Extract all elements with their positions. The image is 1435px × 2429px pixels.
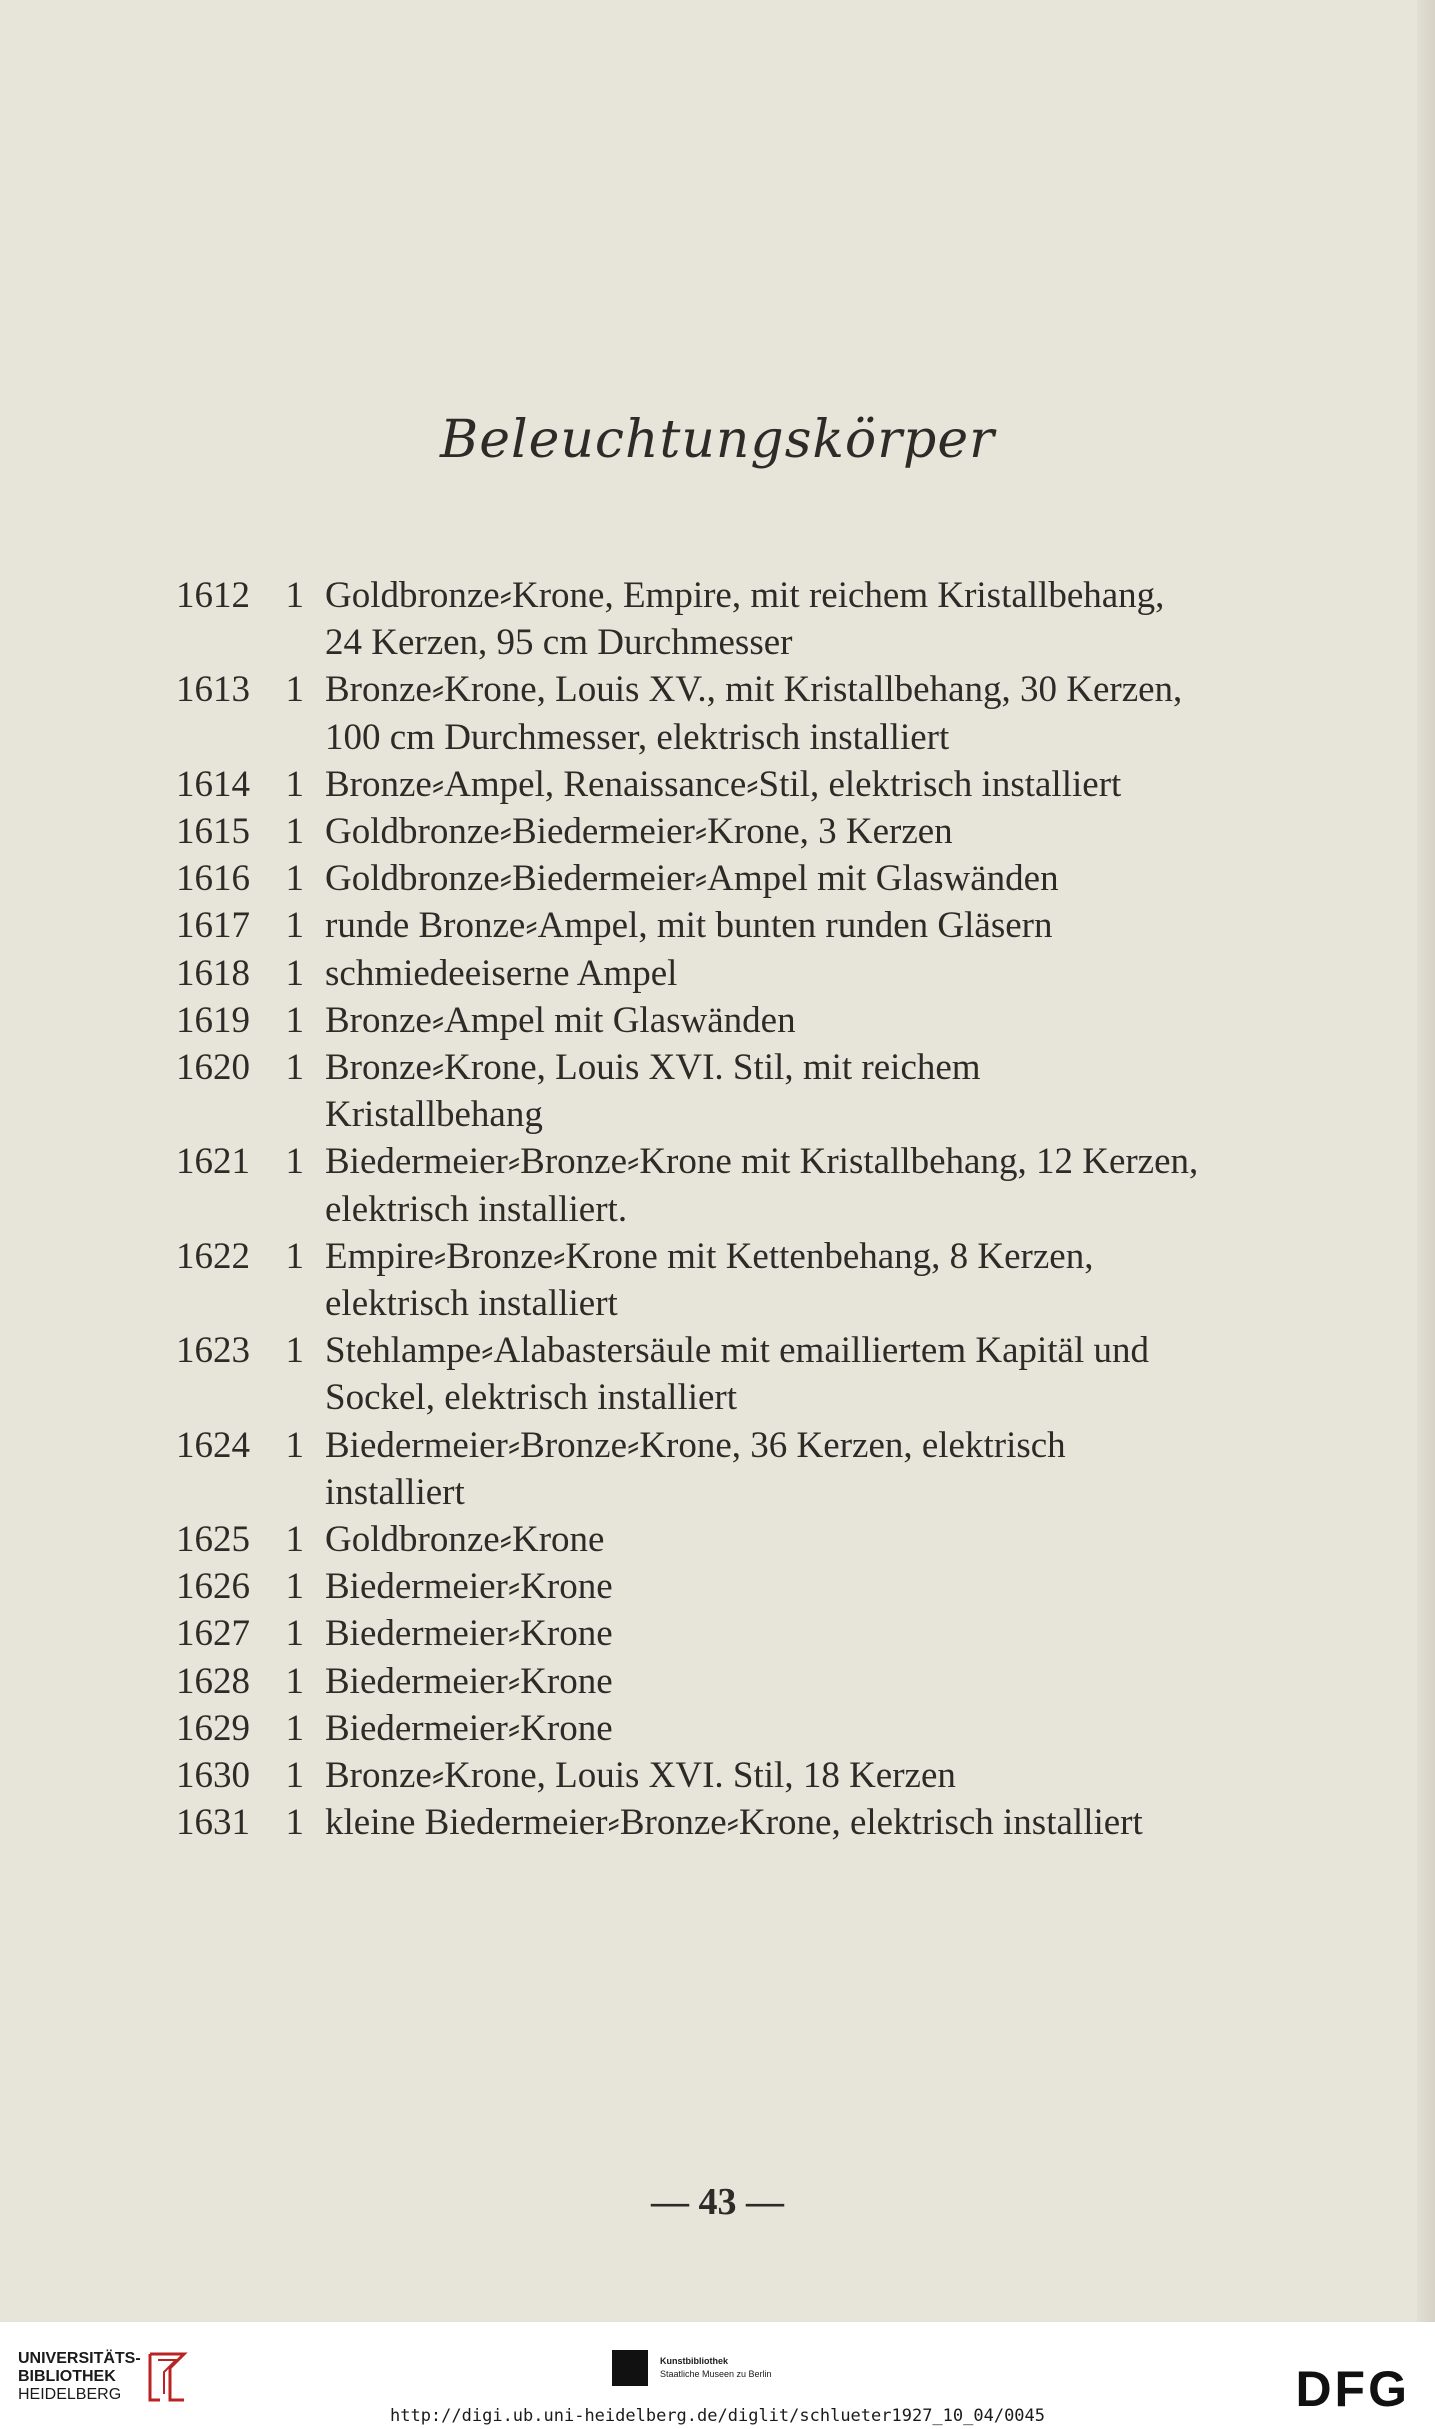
description-line: elektrisch installiert [325,1283,618,1325]
catalog-entry [150,1138,1310,1232]
lot-description [325,902,1280,949]
catalog-entry [150,1563,1310,1610]
description-line: Biedermeier⸗Krone [325,1613,613,1655]
lot-number: 1626 [176,1566,250,1608]
page-edge [1417,0,1435,2322]
lot-number: 1616 [176,858,250,900]
lot-number: 1624 [176,1424,250,1466]
description-line: Bronze⸗Ampel, Renaissance⸗Stil, elektrisch installiert [325,763,1122,805]
kb-line: Staatliche Museen zu Berlin [660,2369,772,2379]
lot-number: 1627 [176,1613,250,1655]
lot-number: 1619 [176,999,250,1041]
lot-quantity: 1 [285,575,304,616]
catalog-entry [150,1044,1310,1138]
lot-number: 1620 [176,1047,250,1089]
lot-description [325,950,1280,997]
description-line: Biedermeier⸗Bronze⸗Krone, 36 Kerzen, elektrisch [325,1424,1066,1466]
lot-number: 1623 [176,1330,250,1372]
digitization-footer [0,2322,1435,2429]
lot-description [325,572,1280,666]
description-line: Bronze⸗Ampel mit Glaswänden [325,999,796,1041]
page-number: — 43 — [651,2181,784,2223]
page-heading: Beleuchtungskörper [440,410,995,470]
lot-number: 1625 [176,1519,250,1561]
lot-quantity: 1 [285,1141,304,1183]
catalog-entry [150,950,1310,997]
library-line: UNIVERSITÄTS- [18,2350,141,2367]
lot-quantity: 1 [285,1047,304,1089]
lot-quantity: 1 [285,763,304,805]
lot-number: 1615 [176,811,250,853]
catalog-entry [150,666,1310,760]
catalog-entry [150,1752,1310,1799]
lot-quantity: 1 [285,1424,304,1466]
description-line: elektrisch installiert. [325,1188,628,1230]
description-line: kleine Biedermeier⸗Bronze⸗Krone, elektrisch installiert [325,1802,1143,1844]
description-line: Bronze⸗Krone, Louis XVI. Stil, mit reichem [325,1047,981,1089]
lot-description [325,1044,1280,1138]
library-line: BIBLIOTHEK [18,2368,116,2385]
library-emblem-icon [140,2348,196,2406]
lot-number: 1618 [176,952,250,994]
lot-description [325,1610,1280,1657]
lot-quantity: 1 [285,1235,304,1277]
lot-description [325,855,1280,902]
lot-description [325,1799,1280,1846]
lot-description [325,1516,1280,1563]
lot-quantity: 1 [285,1330,304,1372]
description-line: Goldbronze⸗Krone, Empire, mit reichem Kristallbehang, [325,575,1165,616]
kb-line: Kunstbibliothek [660,2356,728,2366]
lot-quantity: 1 [285,952,304,994]
lot-number: 1628 [176,1660,250,1702]
lot-description [325,761,1280,808]
university-library-logo[interactable] [18,2350,141,2404]
lot-description [325,1233,1280,1327]
lot-quantity: 1 [285,669,304,711]
description-line: schmiedeeiserne Ampel [325,952,678,994]
lot-description [325,997,1280,1044]
description-line: Biedermeier⸗Krone [325,1660,613,1702]
lot-number: 1612 [176,575,250,616]
lot-number: 1631 [176,1802,250,1844]
description-line: installiert [325,1471,465,1513]
catalog-entry [150,1516,1310,1563]
lot-number: 1613 [176,669,250,711]
description-line: Bronze⸗Krone, Louis XVI. Stil, 18 Kerzen [325,1755,956,1797]
lot-description [325,1327,1280,1421]
catalog-entry [150,1658,1310,1705]
lot-quantity: 1 [285,1802,304,1844]
description-line: Biedermeier⸗Krone [325,1566,613,1608]
lot-description [325,1705,1280,1752]
lot-quantity: 1 [285,905,304,947]
description-line: runde Bronze⸗Ampel, mit bunten runden Gläsern [325,905,1053,947]
catalog-entry [150,855,1310,902]
lot-number: 1614 [176,763,250,805]
kunstbibliothek-icon [612,2350,648,2386]
lot-description [325,808,1280,855]
description-line: Goldbronze⸗Biedermeier⸗Krone, 3 Kerzen [325,811,953,853]
catalog-entry [150,1705,1310,1752]
lot-description [325,1563,1280,1610]
lot-quantity: 1 [285,1755,304,1797]
description-line: Goldbronze⸗Biedermeier⸗Ampel mit Glaswänden [325,858,1059,900]
catalog-entry [150,902,1310,949]
lot-description [325,1138,1280,1232]
catalog-entry [150,1799,1310,1846]
description-line: 100 cm Durchmesser, elektrisch installiert [325,716,950,758]
lot-description [325,1422,1280,1516]
lot-quantity: 1 [285,1660,304,1702]
catalog-entry [150,997,1310,1044]
catalog-entry [150,1422,1310,1516]
lot-number: 1630 [176,1755,250,1797]
dfg-logo[interactable]: DFG [1295,2361,1410,2417]
description-line: Empire⸗Bronze⸗Krone mit Kettenbehang, 8 Kerzen, [325,1235,1094,1277]
description-line: Sockel, elektrisch installiert [325,1377,738,1419]
library-line: HEIDELBERG [18,2386,122,2403]
lot-description [325,1658,1280,1705]
lot-number: 1629 [176,1707,250,1749]
lot-number: 1617 [176,905,250,947]
lot-quantity: 1 [285,1707,304,1749]
lot-number: 1621 [176,1141,250,1183]
description-line: 24 Kerzen, 95 cm Durchmesser [325,622,793,664]
catalog-entry [150,1610,1310,1657]
permalink-url[interactable]: http://digi.ub.uni-heidelberg.de/diglit/schlueter1927_10_04/0045 [389,2406,1046,2426]
lot-quantity: 1 [285,1519,304,1561]
description-line: Biedermeier⸗Krone [325,1707,613,1749]
lot-quantity: 1 [285,1613,304,1655]
catalog-entry [150,761,1310,808]
catalog-entry [150,572,1310,666]
description-line: Stehlampe⸗Alabastersäule mit emailliertem Kapitäl und [325,1330,1150,1372]
description-line: Goldbronze⸗Krone [325,1519,605,1561]
catalog-entry [150,1233,1310,1327]
catalog-entry [150,1327,1310,1421]
description-line: Bronze⸗Krone, Louis XV., mit Kristallbehang, 30 Kerzen, [325,669,1183,711]
kunstbibliothek-logo[interactable] [612,2350,772,2386]
lot-description [325,666,1280,760]
lot-quantity: 1 [285,1566,304,1608]
lot-quantity: 1 [285,999,304,1041]
description-line: Biedermeier⸗Bronze⸗Krone mit Kristallbehang, 12 Kerzen, [325,1141,1199,1183]
description-line: Kristallbehang [325,1094,543,1136]
lot-quantity: 1 [285,858,304,900]
lot-number: 1622 [176,1235,250,1277]
catalog-entries [150,572,1310,1846]
lot-quantity: 1 [285,811,304,853]
lot-description [325,1752,1280,1799]
catalog-entry [150,808,1310,855]
